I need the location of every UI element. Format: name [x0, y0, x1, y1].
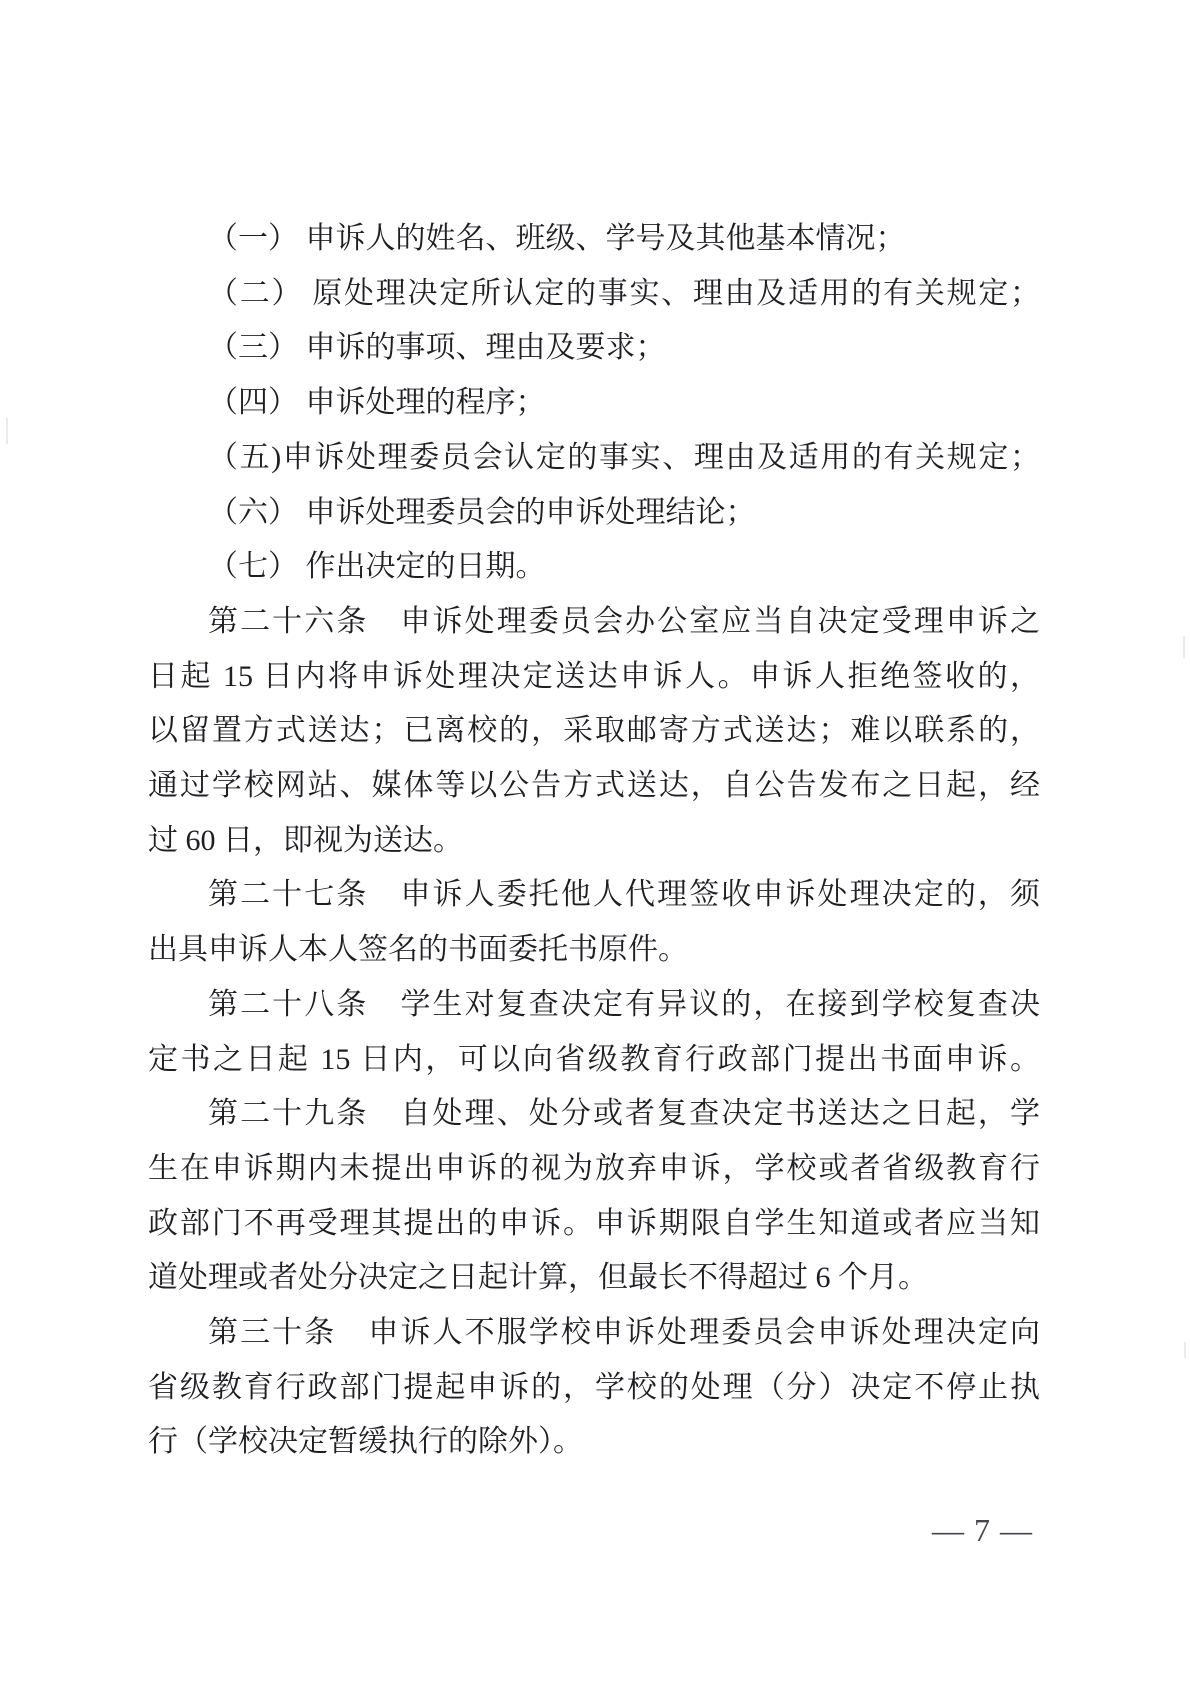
page-number: — 7 —	[932, 1512, 1033, 1548]
text-line: （四） 申诉处理的程序；	[208, 386, 546, 420]
text-line: 过 60 日，即视为送达。	[148, 823, 463, 857]
text-line: 第三十条 申诉人不服学校申诉处理委员会申诉处理决定向	[208, 1316, 1040, 1350]
text-line: （五)申诉处理委员会认定的事实、理由及适用的有关规定；	[208, 440, 1040, 474]
document-body	[148, 212, 1040, 1470]
text-line: （七） 作出决定的日期。	[208, 550, 546, 584]
scan-artifact	[1184, 1342, 1186, 1358]
text-line: 道处理或者处分决定之日起计算，但最长不得超过 6 个月。	[148, 1261, 928, 1295]
text-line: （二） 原处理决定所认定的事实、理由及适用的有关规定；	[208, 276, 1040, 310]
text-line: （一） 申诉人的姓名、班级、学号及其他基本情况；	[208, 222, 906, 255]
text-line: 第二十九条 自处理、处分或者复查决定书送达之日起，学	[208, 1097, 1040, 1131]
text-line: 第二十六条 申诉处理委员会办公室应当自决定受理申诉之	[208, 604, 1040, 638]
text-line: 政部门不再受理其提出的申诉。申诉期限自学生知道或者应当知	[148, 1206, 1040, 1240]
text-line: 行（学校决定暂缓执行的除外）。	[148, 1425, 583, 1459]
text-line: 第二十八条 学生对复查决定有异议的，在接到学校复查决	[208, 987, 1040, 1021]
text-line: 定书之日起 15 日内，可以向省级教育行政部门提出书面申诉。	[148, 1042, 1040, 1076]
scan-artifact	[6, 418, 8, 444]
text-line: （三） 申诉的事项、理由及要求；	[208, 331, 666, 365]
text-line: 以留置方式送达；已离校的，采取邮寄方式送达；难以联系的，	[148, 714, 1040, 748]
text-line: 生在申诉期内未提出申诉的视为放弃申诉，学校或者省级教育行	[148, 1151, 1040, 1185]
text-line: 通过学校网站、媒体等以公告方式送达，自公告发布之日起，经	[148, 769, 1040, 803]
text-line: 日起 15 日内将申诉处理决定送达申诉人。申诉人拒绝签收的，	[148, 659, 1040, 693]
text-line: （六） 申诉处理委员会的申诉处理结论；	[208, 495, 756, 529]
scan-artifact	[1183, 636, 1185, 658]
text-line: 出具申诉人本人签名的书面委托书原件。	[148, 933, 688, 967]
text-line: 省级教育行政部门提起申诉的，学校的处理（分）决定不停止执	[148, 1370, 1040, 1404]
text-line: 第二十七条 申诉人委托他人代理签收申诉处理决定的，须	[208, 878, 1040, 912]
